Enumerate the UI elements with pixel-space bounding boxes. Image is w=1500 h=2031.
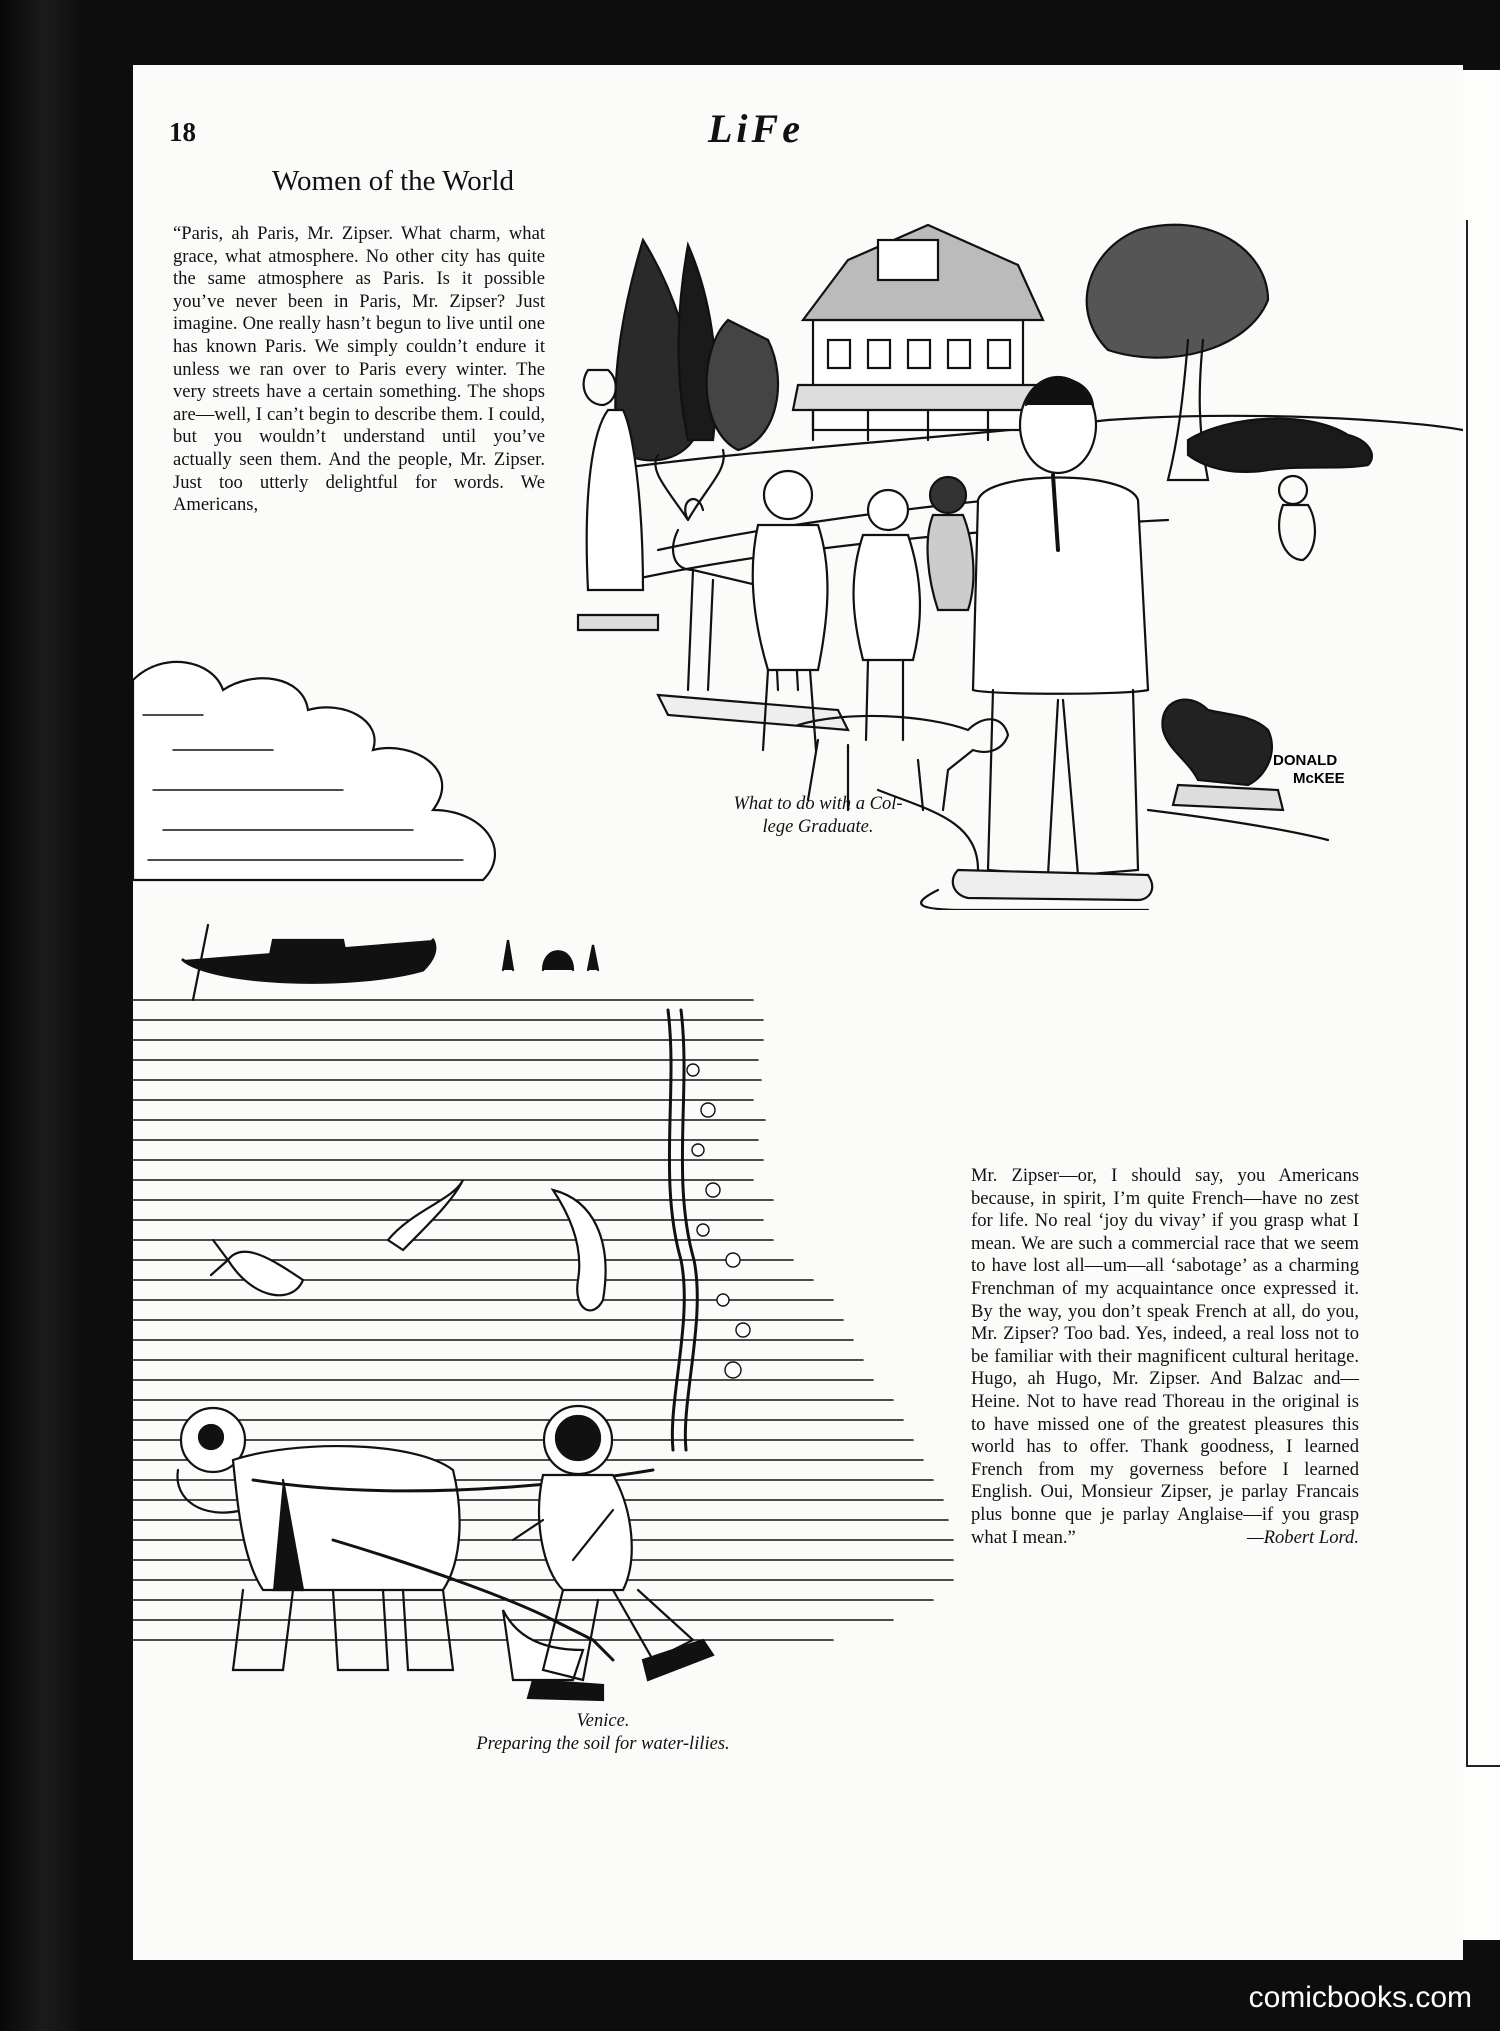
book-binding <box>0 0 78 2031</box>
top-caption-line-1: What to do with a Col- <box>733 794 903 814</box>
masthead-logo: LiFe <box>708 106 804 151</box>
article-right-text: Mr. Zipser—or, I should say, you Americans because, in spirit, I’m quite French—have no zest for life. No real ‘joy du vivay’ if you grasp what I mean. We are such a commercial race that we seem to have lost all—um—all ‘sabotage’ as a charming Frenchman of my acquaintance once expressed it. By the way, you don’t speak French at all, do you, Mr. Zipser? Too bad. Yes, indeed, a real loss not to be familiar with their magnificent cultural heritage. Hugo, ah Hugo, Mr. Zipser. And Balzac and—Heine. Not to have read Thoreau in the original is to have missed one of the greatest pleasures this world has to offer. Thank goodness, I learned French from my governess before I learned English. Oui, Monsieur Zipser, je parlay Francais plus bonne que je parlay Anglaise—if you grasp what I mean.” <box>971 1165 1359 1548</box>
page-number: 18 <box>169 117 196 147</box>
magazine-page <box>133 65 1463 1960</box>
next-page-frame <box>1466 220 1500 1767</box>
bottom-caption-line-2: Preparing the soil for water-lilies. <box>476 1734 730 1754</box>
bottom-caption-line-1: Venice. <box>576 1711 630 1731</box>
venice-illustration <box>133 640 963 1705</box>
author-signature: —Robert Lord. <box>1247 1526 1359 1548</box>
article-title: Women of the World <box>271 165 515 197</box>
bottom-illustration-caption <box>343 1710 863 1756</box>
article-column-right <box>971 1165 1359 1549</box>
top-caption-line-2: lege Graduate. <box>762 817 874 837</box>
site-watermark: comicbooks.com <box>1248 1981 1472 2014</box>
article-column-left: “Paris, ah Paris, Mr. Zipser. What charm, what grace, what atmosphere. No other city has quite the same atmosphere as Paris. Is it possible you’ve never been in Paris, Mr. Zipser? Just imagine. One really hasn’t begun to live until one has known Paris. We simply couldn’t endure it unless we ran over to Paris every winter. The very streets have a certain something. The shops are—well, I can’t begin to describe them. I could, but you wouldn’t understand until you’ve actually seen them. And the people, Mr. Zipser. Just too utterly delightful for words. We Americans, <box>173 223 545 516</box>
artist-signature-mckee-2: McKEE <box>1293 770 1345 787</box>
artist-signature-mckee-1: DONALD <box>1273 752 1338 769</box>
